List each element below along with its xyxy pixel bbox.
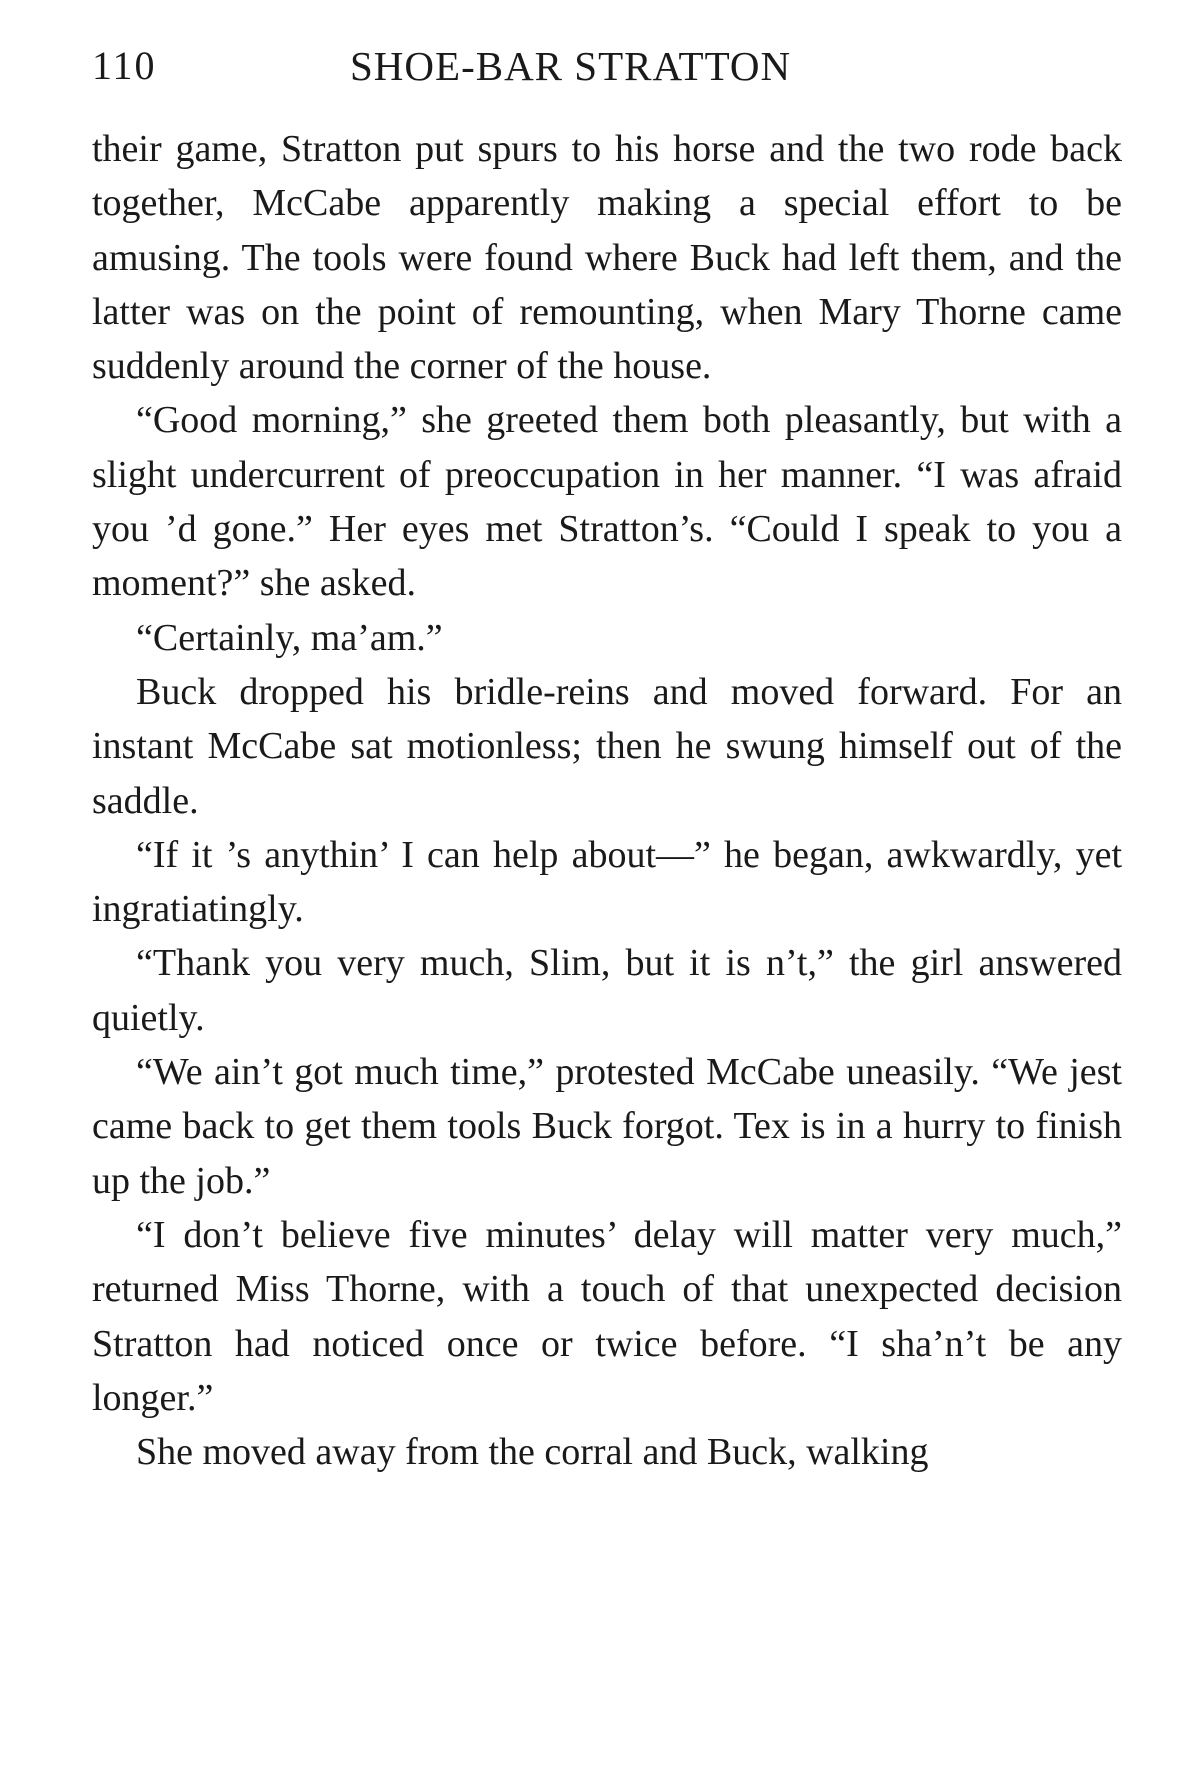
paragraph: Buck dropped his bridle-reins and moved forward. For an instant McCabe sat motionless; then he swung himself out of the saddle. (92, 670, 1122, 822)
paragraph: their game, Stratton put spurs to his horse and the two rode back together, McCabe apparently making a special effort to be amusing. The tools were found where Buck had left them, and the latter was on the point of remounting, when Mary Thorne came suddenly around the corner of the house. (92, 128, 1122, 388)
paragraph: “We ain’t got much time,” protested McCabe uneasily. “We jest came back to get them tools Buck forgot. Tex is in a hurry to finish up the job.” (92, 1051, 1122, 1202)
page-header (92, 42, 1122, 102)
paragraph: “Thank you very much, Slim, but it is n’t,” the girl answered quietly. (92, 942, 1122, 1039)
paragraph: “If it ’s anythin’ I can help about—” he began, awkwardly, yet ingratiatingly. (92, 833, 1122, 931)
paragraph: “Certainly, ma’am.” (136, 616, 443, 659)
page-number: 110 (92, 43, 157, 88)
paragraph: “Good morning,” she greeted them both pleasantly, but with a slight undercurrent of preoccupation in her manner. “I was afraid you ’d gone.” Her eyes met Stratton’s. “Could I speak to you a moment?” she asked. (92, 399, 1122, 605)
body-text (92, 122, 1122, 1479)
paragraph: She moved away from the corral and Buck, walking (136, 1431, 929, 1474)
paragraph: “I don’t believe five minutes’ delay will matter very much,” returned Miss Thorne, with a touch of that unexpected decision Stratton had noticed once or twice before. “I sha’n’t be any longer.” (92, 1213, 1122, 1419)
running-title: SHOE-BAR STRATTON (350, 43, 792, 89)
